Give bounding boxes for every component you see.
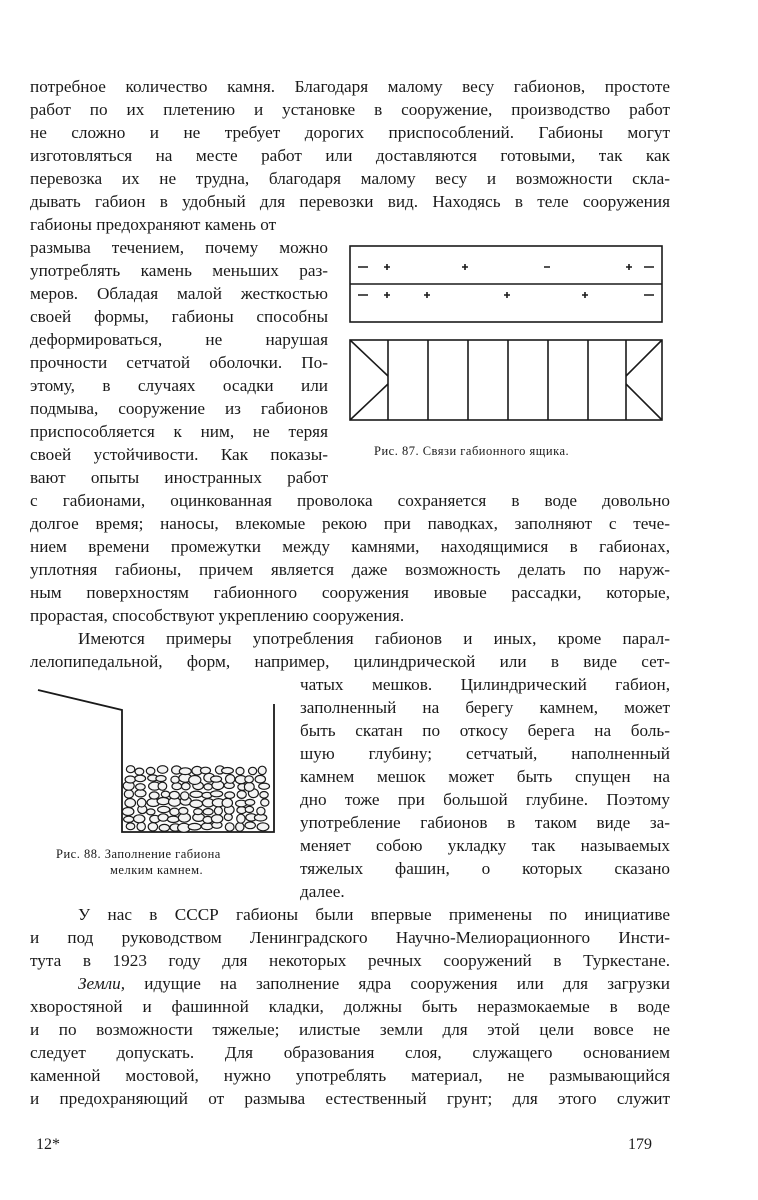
stone	[137, 798, 146, 807]
text-run: идущие на заполнение ядра сооружения или для загрузки	[144, 974, 671, 993]
text-line: ным поверхностям габионного сооружения ивовые рассадки, которые,	[30, 583, 670, 602]
stone	[222, 798, 232, 807]
text-line: прорастая, способствуют укреплению сооружения.	[30, 606, 405, 625]
signature-mark: 12*	[36, 1136, 60, 1153]
text-line: нием времени промежутки между камнями, находящимися в габионах,	[30, 537, 670, 556]
stone	[245, 799, 255, 805]
stone	[122, 808, 134, 816]
stone	[157, 798, 169, 805]
stone	[211, 815, 222, 823]
small-stones-fill	[122, 766, 269, 833]
stone	[244, 782, 254, 791]
italic-term: Земли,	[78, 974, 126, 993]
stone	[172, 783, 182, 790]
stone	[226, 775, 235, 784]
figure-88-gabion-filling	[34, 680, 290, 838]
text-line: не сложно и не требует дорогих приспособлений. Габионы могут	[30, 123, 670, 142]
text-line: чатых мешков. Цилиндрический габион,	[300, 675, 670, 694]
text-line: дывать габион в удобный для перевозки вид. Находясь в теле сооружения	[30, 192, 670, 211]
stone	[179, 768, 191, 775]
text-line: следует допускать. Для образования слоя, служащего основанием	[30, 1043, 670, 1062]
text-line: меров. Обладая малой жесткостью	[30, 284, 328, 303]
stone	[261, 799, 269, 806]
stone	[237, 791, 246, 799]
stone	[124, 816, 134, 822]
stone	[158, 814, 168, 821]
stone	[260, 792, 268, 799]
paragraph-start-line	[78, 973, 670, 995]
stone	[211, 776, 222, 782]
text-line: тута в 1923 году для некоторых речных сооружений в Туркестане.	[30, 951, 670, 970]
text-line: размыва течением, почему можно	[30, 238, 328, 257]
stone	[194, 809, 203, 815]
stone	[179, 808, 188, 815]
stone	[222, 768, 234, 774]
stone	[211, 791, 223, 797]
stone	[245, 806, 253, 812]
stone	[171, 776, 179, 783]
text-line: с габионами, оцинкованная проволока сохраняется в воде довольно	[30, 491, 670, 510]
stone	[225, 792, 235, 799]
paragraph-start-line: Имеются примеры употребления габионов и иных, кроме парал-	[78, 629, 670, 648]
stone	[245, 776, 254, 783]
stone	[249, 767, 257, 774]
text-line: долгое время; наносы, влекомые рекою при паводках, заполняют с тече-	[30, 514, 670, 533]
text-line: тяжелых фашин, о которых сказано	[300, 859, 670, 878]
text-line: и по возможности тяжелые; илистые земли для этой цели вовсе не	[30, 1020, 670, 1039]
stone	[137, 822, 145, 831]
stone	[236, 767, 244, 774]
box-elevation-outline	[350, 340, 662, 420]
stone	[225, 823, 234, 831]
text-line: и под руководством Ленинградского Научно-Мелиорационного Инсти-	[30, 928, 670, 947]
text-line: своей устойчивости. Как показы-	[30, 445, 328, 464]
stone	[167, 816, 179, 822]
stone	[201, 767, 211, 774]
stone	[136, 784, 146, 790]
stone	[159, 824, 169, 831]
text-line: лелопипедальной, форм, например, цилиндрической или в виде сет-	[30, 652, 670, 671]
stone	[169, 791, 179, 799]
text-line: изготовляться на месте работ или доставляются готовыми, так как	[30, 146, 670, 165]
text-line: употреблять камень меньших раз-	[30, 261, 328, 280]
page-number: 179	[628, 1136, 652, 1153]
stone	[158, 806, 170, 812]
stone	[147, 809, 155, 815]
text-line: шую глубину; сетчатый, наполненный	[300, 744, 670, 763]
stone	[188, 823, 201, 830]
stone	[170, 808, 179, 815]
stone	[126, 766, 134, 773]
stone	[135, 790, 146, 797]
stone	[190, 791, 203, 797]
stone	[135, 768, 144, 775]
stone	[126, 823, 135, 830]
text-line: подмыва, сооружение из габионов	[30, 399, 328, 418]
stone	[258, 766, 266, 774]
stone	[204, 784, 212, 790]
stone	[203, 809, 213, 815]
stone	[259, 783, 270, 789]
text-line: потребное количество камня. Благодаря малому весу габионов, простоте	[30, 77, 670, 96]
figure-87-gabion-box-ties	[344, 240, 670, 426]
stone	[124, 790, 133, 798]
figure-87-caption: Рис. 87. Связи габионного ящика.	[374, 444, 570, 458]
stone	[257, 807, 265, 815]
paragraph-start-line: У нас в СССР габионы были впервые применены по инициативе	[78, 905, 670, 924]
stone	[237, 814, 245, 823]
text-line: употребление габионов в таком виде за-	[300, 813, 670, 832]
stone	[257, 823, 269, 831]
stone	[189, 776, 201, 785]
text-line: своей формы, габионы способны	[30, 307, 328, 326]
stone	[255, 775, 265, 783]
text-line: каменной мостовой, нужно употреблять материал, не размывающийся	[30, 1066, 670, 1085]
text-line: работ по их плетению и установке в сооружение, производство работ	[30, 100, 670, 119]
stone	[181, 792, 189, 800]
text-line: этому, в случаях осадки или	[30, 376, 328, 395]
stone	[135, 775, 146, 782]
stone	[158, 782, 167, 790]
text-line: вают опыты иностранных работ	[30, 468, 328, 487]
figure-88-caption-line-1: Рис. 88. Заполнение габиона	[56, 847, 221, 861]
stone	[146, 767, 155, 774]
text-line: быть скатан по откосу берега на боль-	[300, 721, 670, 740]
text-line: и предохраняющий от размыва естественный грунт; для этого служит	[30, 1089, 670, 1108]
stone	[149, 792, 159, 799]
text-line: дно тоже при большой глубине. Поэтому	[300, 790, 670, 809]
text-line: меняет собою укладку так называемых	[300, 836, 670, 855]
text-line: деформироваться, не нарушая	[30, 330, 328, 349]
text-line: габионы предохраняют камень от	[30, 215, 277, 234]
stone	[156, 776, 166, 782]
text-line: далее.	[300, 882, 345, 901]
stone	[190, 800, 203, 808]
stone	[157, 766, 167, 774]
stone	[125, 799, 136, 808]
text-line: уплотняя габионы, причем является даже возможность делать по наруж-	[30, 560, 670, 579]
stone	[214, 807, 222, 815]
text-line: прочности сетчатой оболочки. По-	[30, 353, 328, 372]
stone	[236, 823, 244, 832]
text-line: камнем мешок может быть спущен на	[300, 767, 670, 786]
text-line: заполненный на берегу камнем, может	[300, 698, 670, 717]
text-line: хворостяной и фашинной кладки, должны быть неразмокаемые в воде	[30, 997, 670, 1016]
text-line: перевозка их не трудна, благодаря малому весу и возможности скла-	[30, 169, 670, 188]
figure-88-caption-line-2: мелким камнем.	[110, 863, 204, 877]
stone	[182, 783, 191, 790]
text-line: приспособляется к ним, не теряя	[30, 422, 328, 441]
stone	[245, 822, 255, 829]
stone	[148, 823, 157, 831]
stone	[125, 776, 135, 783]
stone	[134, 815, 145, 823]
stone	[161, 791, 169, 797]
